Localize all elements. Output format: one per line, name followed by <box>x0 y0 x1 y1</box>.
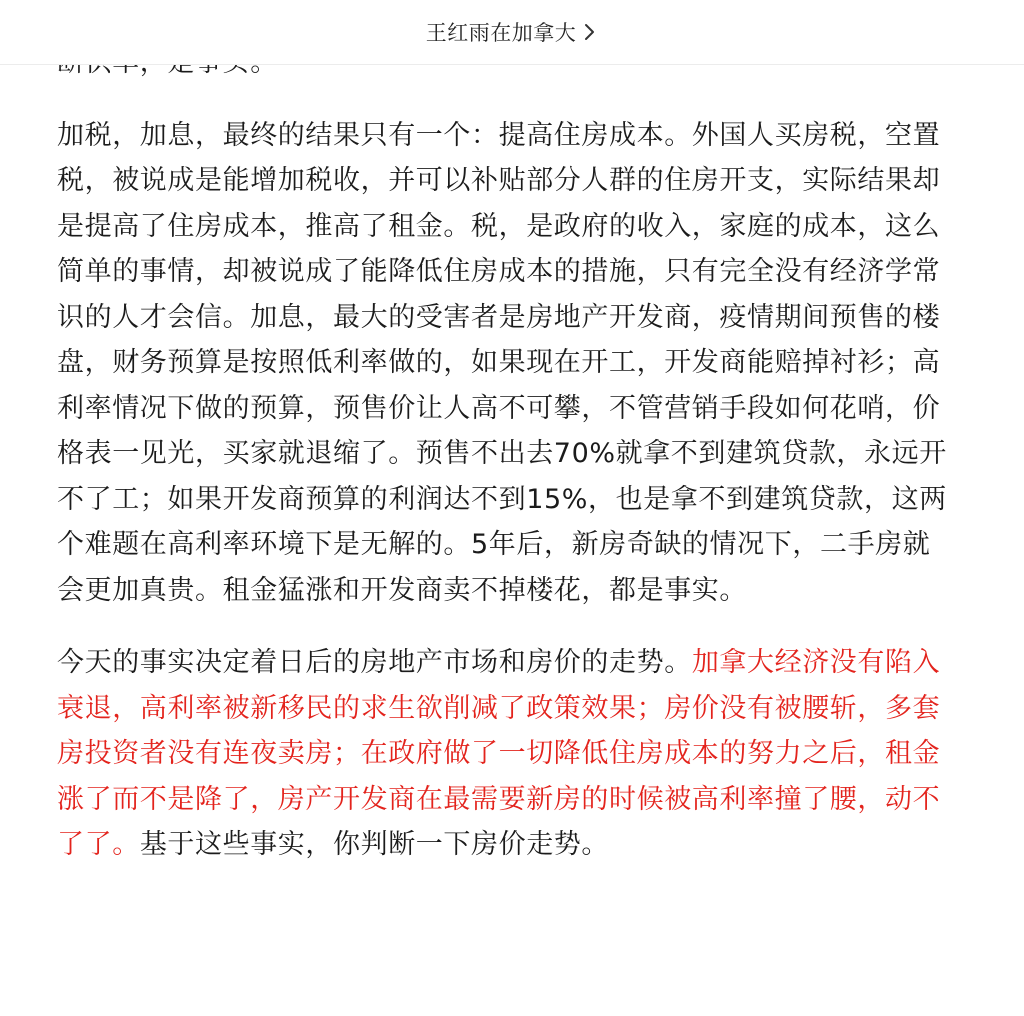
top-bar <box>0 0 1024 65</box>
conclusion-end: 基于这些事实，你判断一下房价走势。 <box>139 829 610 860</box>
conclusion-intro: 今天的事实决定着日后的房地产市场和房价的走势。 <box>57 647 692 678</box>
chevron-right-icon <box>582 22 598 42</box>
author-name: 王红雨在加拿大 <box>425 21 577 45</box>
highlighted-text: 加拿大经济没有陷入衰退，高利率被新移民的求生欲削减了政策效果；房价没有被腰斩，多套房投资者没有连夜卖房；在政府做了一切降低住房成本的努力之后，租金涨了而不是降了，房产开发商在最需要新房的时候被高利率撞了腰，动不了了。 <box>57 647 941 860</box>
author-link[interactable] <box>426 17 599 47</box>
article-paragraph: 加税，加息，最终的结果只有一个：提高住房成本。外国人买房税，空置税，被说成是能增加税收，并可以补贴部分人群的住房开支，实际结果却是提高了住房成本，推高了租金。税，是政府的收入，家庭的成本，这么简单的事情，却被说成了能降低住房成本的措施，只有完全没有经济学常识的人才会信。加息，最大的受害者是房地产开发商，疫情期间预售的楼盘，财务预算是按照低利率做的，如果现在开工，开发商能赔掉衬衫；高利率情况下做的预算，预售价让人高不可攀，不管营销手段如何花哨，价格表一见光，买家就退缩了。预售不出去70%就拿不到建筑贷款，永远开不了工；如果开发商预算的利润达不到15%，也是拿不到建筑贷款，这两个难题在高利率环境下是无解的。5年后，新房奇缺的情况下，二手房就会更加真贵。租金猛涨和开发商卖不掉楼花，都是事实。 <box>57 119 947 606</box>
article-body <box>57 40 947 895</box>
article-paragraph-conclusion <box>57 640 947 868</box>
